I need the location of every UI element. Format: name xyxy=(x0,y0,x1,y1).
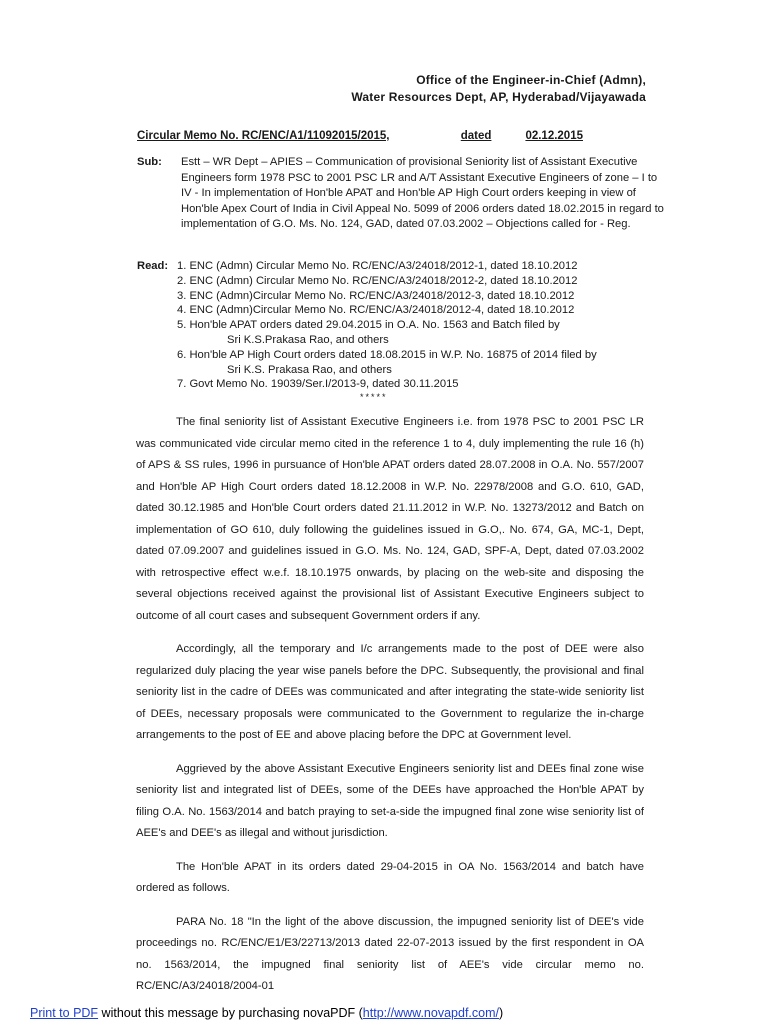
read-label: Read: xyxy=(137,260,169,272)
footer-message: without this message by purchasing novaPDF ( xyxy=(98,1006,363,1020)
circular-memo-line xyxy=(137,130,643,142)
paragraph: Aggrieved by the above Assistant Executive Engineers seniority list and DEEs final zone wise seniority list and integrated list of DEEs, some of the DEEs have approached the Hon'ble APAT by filing O.A. No. 1563/2014 and batch praying to set-a-side the impugned final zone wise seniority list of AEE's and DEE's as illegal and without jurisdiction. xyxy=(136,762,644,839)
memo-number: Circular Memo No. RC/ENC/A1/11092015/2015, xyxy=(137,130,390,142)
print-to-pdf-link[interactable]: Print to PDF xyxy=(30,1006,99,1020)
reference-item: 4. ENC (Admn)Circular Memo No. RC/ENC/A3/24018/2012-4, dated 18.10.2012 xyxy=(177,304,575,317)
footer-end: ) xyxy=(498,1006,504,1020)
subject-label: Sub: xyxy=(137,156,162,168)
office-line-2: Water Resources Dept, AP, Hyderabad/Vijayawada xyxy=(351,90,646,104)
dated-label: dated xyxy=(460,130,492,142)
novapdf-link[interactable]: http://www.novapdf.com/ xyxy=(362,1006,499,1020)
memo-date: 02.12.2015 xyxy=(525,130,583,142)
reference-item: 2. ENC (Admn) Circular Memo No. RC/ENC/A3/24018/2012-2, dated 18.10.2012 xyxy=(177,274,578,287)
reference-list xyxy=(177,259,667,392)
reference-item: 6. Hon'ble AP High Court orders dated 18.08.2015 in W.P. No. 16875 of 2014 filed by Sri K.S. Prakasa Rao, and others xyxy=(177,348,597,376)
body-text xyxy=(136,412,644,1010)
paragraph: The Hon'ble APAT in its orders dated 29-04-2015 in OA No. 1563/2014 and batch have ordered as follows. xyxy=(136,860,644,894)
paragraph: Accordingly, all the temporary and I/c arrangements made to the post of DEE were also regularized duly placing the year wise panels before the DPC. Subsequently, the provisional and final seniority list in the cadre of DEEs was communicated and after integrating the state-wide seniority list of DEEs, necessary proposals were communicated to the Government to regularize the in-charge arrangements to the post of EE and above placing before the DPC at Government level. xyxy=(136,643,644,741)
subject-block xyxy=(137,155,667,233)
reference-item: 1. ENC (Admn) Circular Memo No. RC/ENC/A3/24018/2012-1, dated 18.10.2012 xyxy=(177,260,578,272)
office-header xyxy=(351,72,646,106)
read-references xyxy=(137,259,667,392)
separator-stars: ***** xyxy=(360,392,388,402)
paragraph: PARA No. 18 "In the light of the above discussion, the impugned seniority list of DEE's vide proceedings no. RC/ENC/E1/E3/22713/2013 dated 22-07-2013 issued by the first respondent in OA no. 1563/2014, the impugned final seniority list of AEE's vide circular memo no. RC/ENC/A3/24018/2004-01 xyxy=(136,915,644,992)
office-line-1: Office of the Engineer-in-Chief (Admn), xyxy=(416,73,646,87)
reference-item: 5. Hon'ble APAT orders dated 29.04.2015 in O.A. No. 1563 and Batch filed by Sri K.S.Prakasa Rao, and others xyxy=(177,319,560,346)
reference-item: 7. Govt Memo No. 19039/Ser.I/2013-9, dated 30.11.2015 xyxy=(177,378,459,391)
pdf-footer xyxy=(30,1006,503,1020)
reference-item: 3. ENC (Admn)Circular Memo No. RC/ENC/A3/24018/2012-3, dated 18.10.2012 xyxy=(177,289,575,302)
paragraph: The final seniority list of Assistant Executive Engineers i.e. from 1978 PSC to 2001 PSC LR was communicated vide circular memo cited in the reference 1 to 4, duly implementing the rule 16 (h) of APS & SS rules, 1996 in pursuance of Hon'ble APAT orders dated 28.07.2008 in O.A. No. 557/2007 and Hon'ble AP High Court orders dated 18.12.2008 in W.P. No. 22978/2008 and G.O. 610, GAD, dated 30.12.1985 and Hon'ble Court orders dated 21.11.2012 in W.P. No. 13273/2012 and Batch on implementation of GO 610, duly following the guidelines issued in G.O,. No. 674, GA, MC-1, Dept, dated 07.09.2007 and guidelines issued in G.O. Ms. No. 124, GAD, SPF-A, Dept, dated 07.03.2002 with retrospective effect w.e.f. 18.10.1975 onwards, by placing on the web-site and disposing the several objections received against the provisional list of Assistant Executive Engineers subject to outcome of all court cases and subsequent Government orders if any. xyxy=(136,416,644,622)
subject-text: Estt – WR Dept – APIES – Communication of provisional Seniority list of Assistant Executive Engineers form 1978 PSC to 2001 PSC LR and A/T Assistant Executive Engineers of zone – I to IV - In implementation of Hon'ble APAT and Hon'ble AP High Court orders keeping in view of Hon'ble Apex Court of India in Civil Appeal No. 5099 of 2006 orders dated 18.02.2015 in regard to implementation of G.O. Ms. No. 124, GAD, dated 07.03.2002 – Objections called for - Reg. xyxy=(181,156,664,230)
